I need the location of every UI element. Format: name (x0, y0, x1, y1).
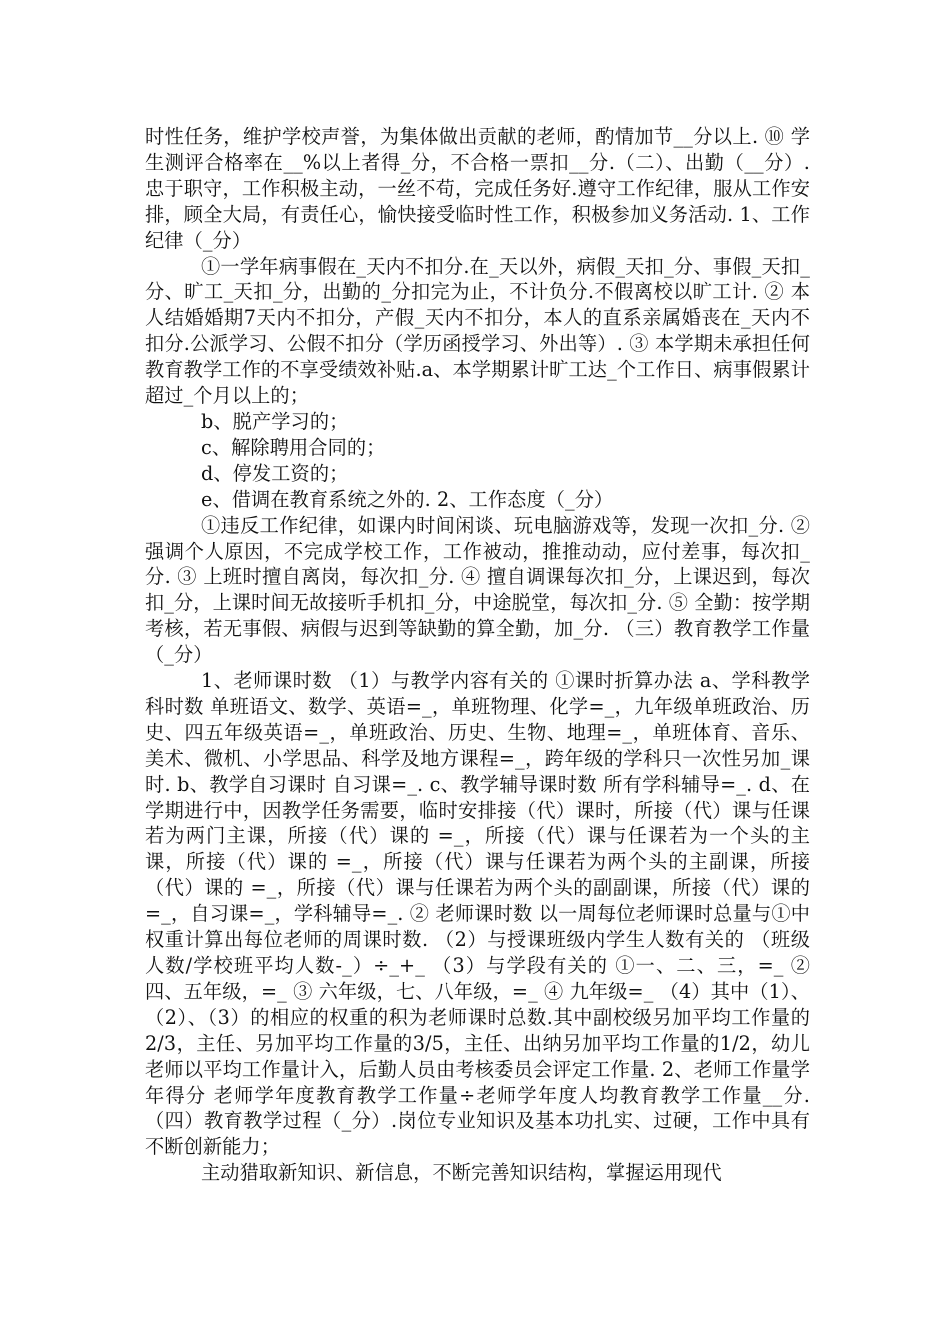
paragraph-continuation: 时性任务，维护学校声誉，为集体做出贡献的老师，酌情加节__分以上. ⑩ 学生测评合格率在__%以上者得_分，不合格一票扣__分.（二）、出勤（__分）.忠于职守，工作积极主动，一丝不苟，完成任务好.遵守工作纪律，服从工作安排，顾全大局，有责任心，愉快接受临时性工作，积极参加义务活动. 1、工作纪律（_分） (145, 125, 810, 252)
paragraph-work-attitude: ①违反工作纪律，如课内时间闲谈、玩电脑游戏等，发现一次扣_分. ② 强调个人原因，不完成学校工作，工作被动，推推动动，应付差事，每次扣_分. ③ 上班时擅自离岗，每次扣_分. ④ 擅自调课每次扣_分，上课迟到，每次扣_分，上课时间无故接听手机扣_分，中途脱堂，每次扣_分. ⑤ 全勤：按学期考核，若无事假、病假与迟到等缺勤的算全勤，加_分. （三）教育教学工作量（_分） (145, 513, 810, 667)
paragraph-item-e: e、借调在教育系统之外的. 2、工作态度（_分） (201, 487, 614, 511)
paragraph-item-b: b、脱产学习的； (201, 409, 349, 433)
paragraph-teaching-hours: 1、老师课时数 （1）与教学内容有关的 ①课时折算办法 a、学科教学科时数 单班语文、数学、英语=_，单班物理、化学=_，九年级单班政治、历史、四五年级英语=_，单班政治、历史、生物、地理=_，单班体育、音乐、美术、微机、小学思品、科学及地方课程=_，跨年级的学科只一次性另加_课时. b、教学自习课时 自习课=_. c、教学辅导课时数 所有学科辅导=_. d、在学期进行中，因教学任务需要，临时安排接（代）课时，所接（代）课与任课若为两门主课，所接（代）课的 =_，所接（代）课与任课若为一个头的主课，所接（代）课的 =_，所接（代）课与任课若为两个头的主副课，所接（代）课的 =_，所接（代）课与任课若为两个头的副副课，所接（代）课的 =_，自习课=_，学科辅导=_. ② 老师课时数 以一周每位老师课时总量与①中权重计算出每位老师的周课时数. （2）与授课班级内学生人数有关的 （班级人数/学校班平均人数-_）÷_+_ （3）与学段有关的 ①一、二、三，=_ ② 四、五年级，=_ ③ 六年级，七、八年级，=_ ④ 九年级=_ （4）其中（1）、（2）、（3）的相应的权重的积为老师课时总数.其中副校级另加平均工作量的2/3，主任、另加平均工作量的3/5，主任、出纳另加平均工作量的1/2，幼儿老师以平均工作量计入，后勤人员由考核委员会评定工作量. 2、老师工作量学年得分 老师学年度教育教学工作量÷老师学年度人均教育教学工作量__分. （四）教育教学过程（_分）.岗位专业知识及基本功扎实、过硬，工作中具有不断创新能力； (145, 669, 810, 1159)
document-body (145, 124, 810, 1186)
paragraph-item-d: d、停发工资的； (201, 461, 349, 485)
paragraph-final-line: 主动猎取新知识、新信息，不断完善知识结构，掌握运用现代 (201, 1161, 722, 1185)
paragraph-leave-rules: ①一学年病事假在_天内不扣分.在_天以外，病假_天扣_分、事假_天扣_分、旷工_天扣_分，出勤的_分扣完为止，不计负分.不假离校以旷工计. ② 本人结婚婚期7天内不扣分，产假_天内不扣分，本人的直系亲属婚丧在_天内不扣分.公派学习、公假不扣分（学历函授学习、外出等）. ③ 本学期未承担任何教育教学工作的不享受绩效补贴.a、本学期累计旷工达_个工作日、病事假累计超过_个月以上的； (145, 254, 810, 408)
paragraph-item-c: c、解除聘用合同的； (201, 435, 386, 459)
